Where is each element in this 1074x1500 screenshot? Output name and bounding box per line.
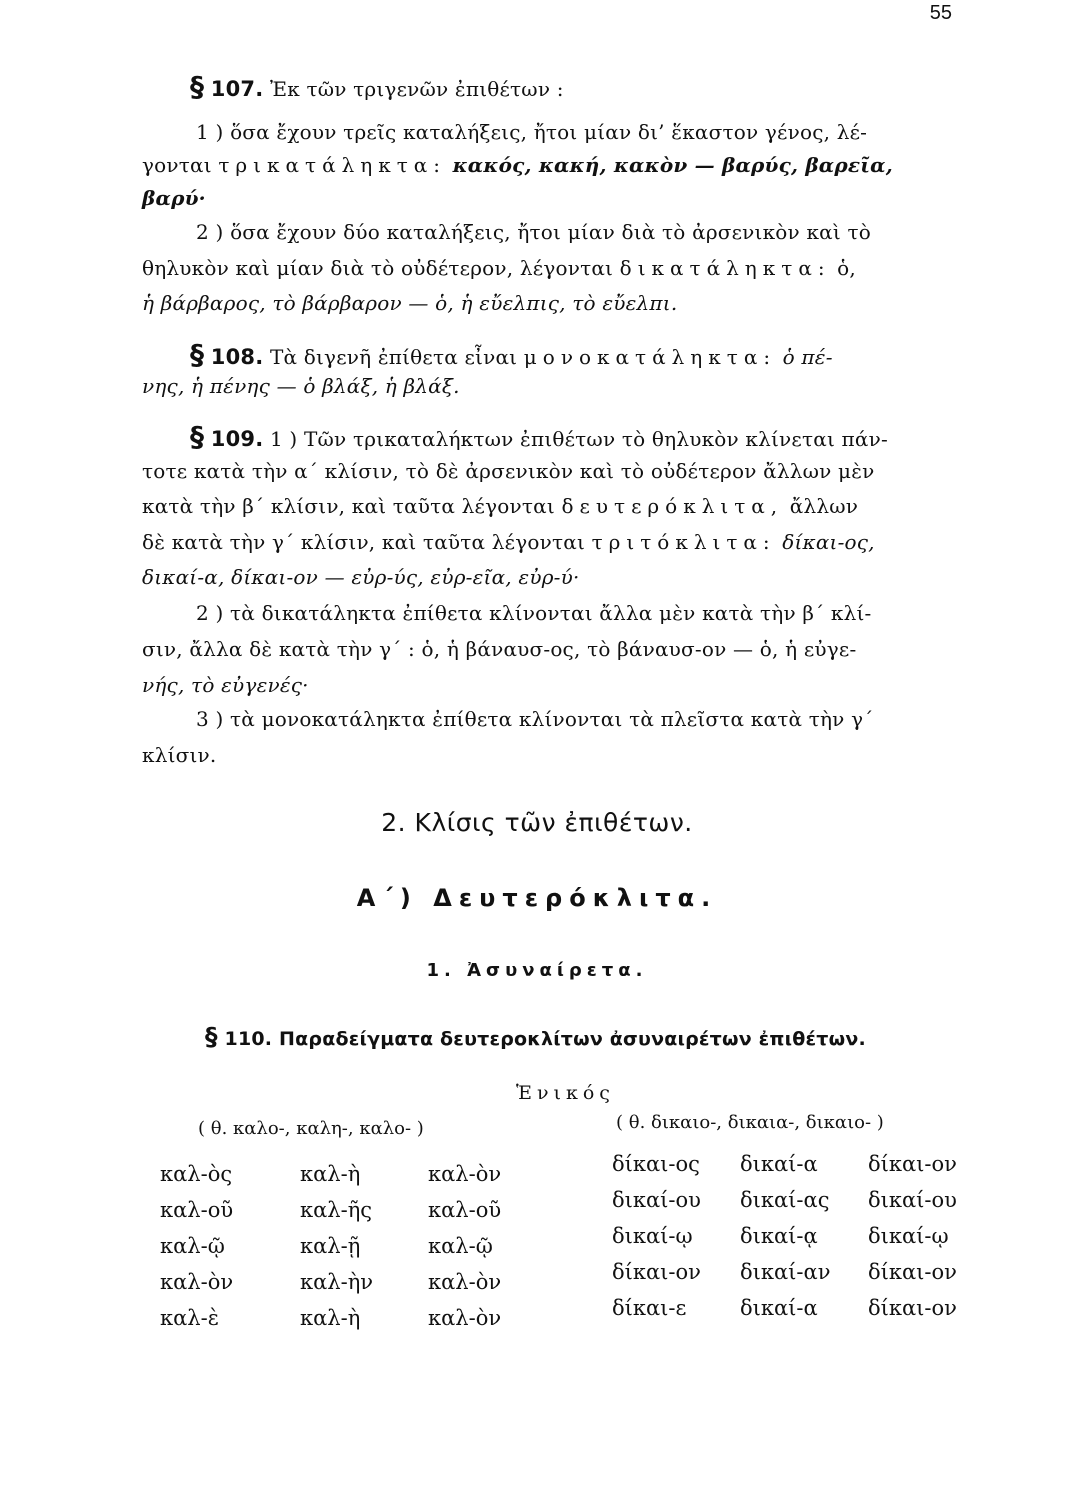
section-109-point-3-line-2: κλίσιν. xyxy=(142,743,217,767)
paradigm-cell: δικαί-ου xyxy=(612,1188,701,1212)
section-sign: § xyxy=(205,1022,218,1051)
stem-note: ( θ. δικαιο-, δικαια-, δικαιο- ) xyxy=(616,1112,884,1133)
section-number: 109. xyxy=(210,427,264,451)
section-109-line-5: δικαί-α, δίκαι-ον — εὐρ-ύς, εὐρ-εῖα, εὐρ-ύ· xyxy=(142,565,580,589)
examples: κακός, κακή, κακὸν — βαρύς, βαρεῖα, xyxy=(452,153,893,177)
section-109 xyxy=(190,420,888,453)
paradigm-cell: δικαί-αν xyxy=(740,1260,831,1284)
paradigm-cell: δίκαι-ος xyxy=(612,1152,700,1176)
section-109-point-2-line-2: σιν, ἄλλα δὲ κατὰ τὴν γ΄ : ὁ, ἡ βάναυσ-ος, τὸ βάναυσ-ον — ὁ, ἡ εὐγε- xyxy=(142,637,857,661)
text-fragment: ἄλλων xyxy=(789,494,859,518)
paradigm-cell: δίκαι-ον xyxy=(868,1296,957,1320)
paradigm-cell: δικαί-ᾳ xyxy=(740,1224,818,1248)
section-108-line-2: νης, ἡ πένης — ὁ βλάξ, ἡ βλάξ. xyxy=(142,374,460,398)
section-107-point-1 xyxy=(196,120,867,144)
paradigm-cell: καλ-ὸν xyxy=(428,1270,502,1294)
section-number: 110. xyxy=(224,1028,273,1050)
paradigm-cell: καλ-ῷ xyxy=(160,1234,225,1258)
paradigm-cell: δικαί-ου xyxy=(868,1188,957,1212)
paradigm-cell: καλ-οῦ xyxy=(428,1198,502,1222)
spaced-term: μονοκατάληκτα: xyxy=(523,345,777,369)
section-108 xyxy=(190,338,833,371)
section-number: 107. xyxy=(210,77,264,101)
section-109-point-2-line-3: νής, τὸ εὐγενές· xyxy=(142,673,309,697)
paradigm-cell: καλ-ὴ xyxy=(300,1306,361,1330)
paradigm-cell: δίκαι-ε xyxy=(612,1296,687,1320)
section-sign: § xyxy=(190,420,205,453)
paradigm-cell: δίκαι-ον xyxy=(612,1260,701,1284)
text-fragment: κατὰ τὴν β΄ κλίσιν, καὶ ταῦτα λέγονται xyxy=(142,494,555,518)
paradigm-cell: καλ-ὸν xyxy=(428,1162,502,1186)
paradigm-cell: καλ-ὴ xyxy=(300,1162,361,1186)
section-107-point-1-line-2 xyxy=(142,153,893,177)
paradigm-cell: καλ-ῷ xyxy=(428,1234,493,1258)
paradigm-cell: δίκαι-ον xyxy=(868,1260,957,1284)
paradigm-cell: καλ-ὸς xyxy=(160,1162,233,1186)
paradigm-cell: δικαί-α xyxy=(740,1152,818,1176)
section-sign: § xyxy=(190,70,205,103)
paradigm-cell: καλ-ὲ xyxy=(160,1306,219,1330)
text-fragment: δὲ κατὰ τὴν γ΄ κλίσιν, καὶ ταῦτα λέγονται xyxy=(142,530,585,554)
text-fragment: δίκαι-ος, xyxy=(782,530,875,554)
stem-note: ( θ. καλο-, καλη-, καλο- ) xyxy=(198,1118,424,1139)
point-text: ὅσα ἔχουν δύο καταλήξεις, ἤτοι μίαν διὰ τὸ ἀρσενικὸν καὶ τὸ xyxy=(230,220,871,244)
section-107-heading xyxy=(190,70,564,103)
point-label: 2 ) xyxy=(196,220,224,244)
section-109-line-3 xyxy=(142,494,858,518)
section-107-point-2-line-2 xyxy=(142,256,856,280)
spaced-term: δικατάληκτα: xyxy=(619,256,831,280)
paradigm-cell: καλ-ὸν xyxy=(428,1306,502,1330)
section-number: 108. xyxy=(210,345,264,369)
paradigm-cell: καλ-οῦ xyxy=(160,1198,234,1222)
section-107-point-2-line-3: ἡ βάρβαρος, τὸ βάρβαρον — ὁ, ἡ εὔελπις, τὸ εὔελπι. xyxy=(142,291,678,315)
section-intro: Ἐκ τῶν τριγενῶν ἐπιθέτων : xyxy=(269,77,564,101)
paradigm-cell: δικαί-ας xyxy=(740,1188,830,1212)
subchapter-heading: Α΄) Δευτερόκλιτα. xyxy=(356,884,718,912)
text-fragment: ὁ πέ- xyxy=(782,345,833,369)
spaced-term: τρικατάληκτα: xyxy=(218,153,447,177)
section-109-line-4 xyxy=(142,530,875,554)
text-fragment: Τὰ διγενῆ ἐπίθετα εἶναι xyxy=(269,345,518,369)
point-label: 1 ) xyxy=(196,120,224,144)
paradigm-cell: καλ-ῇ xyxy=(300,1234,361,1258)
paradigm-cell: καλ-ὴν xyxy=(300,1270,374,1294)
paradigm-table-dikaios xyxy=(612,1112,992,1342)
spaced-term: δευτερόκλιτα, xyxy=(561,494,784,518)
section-107-point-1-line-3: βαρύ· xyxy=(142,186,206,210)
section-109-point-3: 3 ) τὰ μονοκατάληκτα ἐπίθετα κλίνονται τὰ πλεῖστα κατὰ τὴν γ΄ xyxy=(196,707,874,731)
section-110 xyxy=(205,1022,866,1051)
spaced-term: τριτόκλιτα: xyxy=(591,530,776,554)
paradigm-cell: καλ-ὸν xyxy=(160,1270,234,1294)
section-sign: § xyxy=(190,338,205,371)
paradigm-cell: δικαί-α xyxy=(740,1296,818,1320)
number-label: Ἑνικός xyxy=(516,1082,615,1104)
section-title: Παραδείγματα δευτεροκλίτων ἀσυναιρέτων ἐπιθέτων. xyxy=(279,1028,866,1050)
subsection-heading: 1. Ἀσυναίρετα. xyxy=(426,960,648,981)
paradigm-cell: δίκαι-ον xyxy=(868,1152,957,1176)
page-number: 55 xyxy=(929,2,952,24)
point-text: ὅσα ἔχουν τρεῖς καταλήξεις, ἤτοι μίαν δι’ ἕκαστον γένος, λέ- xyxy=(230,120,868,144)
section-109-point-2: 2 ) τὰ δικατάληκτα ἐπίθετα κλίνονται ἄλλα μὲν κατὰ τὴν β΄ κλί- xyxy=(196,601,872,625)
text-fragment: θηλυκὸν καὶ μίαν διὰ τὸ οὐδέτερον, λέγονται xyxy=(142,256,614,280)
section-107-point-2 xyxy=(196,220,871,244)
paradigm-table-kalos xyxy=(160,1118,560,1348)
text-fragment: 1 ) Τῶν τρικαταλήκτων ἐπιθέτων τὸ θηλυκὸν κλίνεται πάν- xyxy=(269,427,888,451)
chapter-heading: 2. Κλίσις τῶν ἐπιθέτων. xyxy=(381,808,693,837)
paradigm-cell: καλ-ῆς xyxy=(300,1198,373,1222)
text-fragment: γονται xyxy=(142,153,212,177)
paradigm-cell: δικαί-ῳ xyxy=(612,1224,693,1248)
text-fragment: ὁ, xyxy=(837,256,856,280)
section-109-line-2: τοτε κατὰ τὴν α΄ κλίσιν, τὸ δὲ ἀρσενικὸν καὶ τὸ οὐδέτερον ἄλλων μὲν xyxy=(142,459,875,483)
paradigm-cell: δικαί-ῳ xyxy=(868,1224,949,1248)
